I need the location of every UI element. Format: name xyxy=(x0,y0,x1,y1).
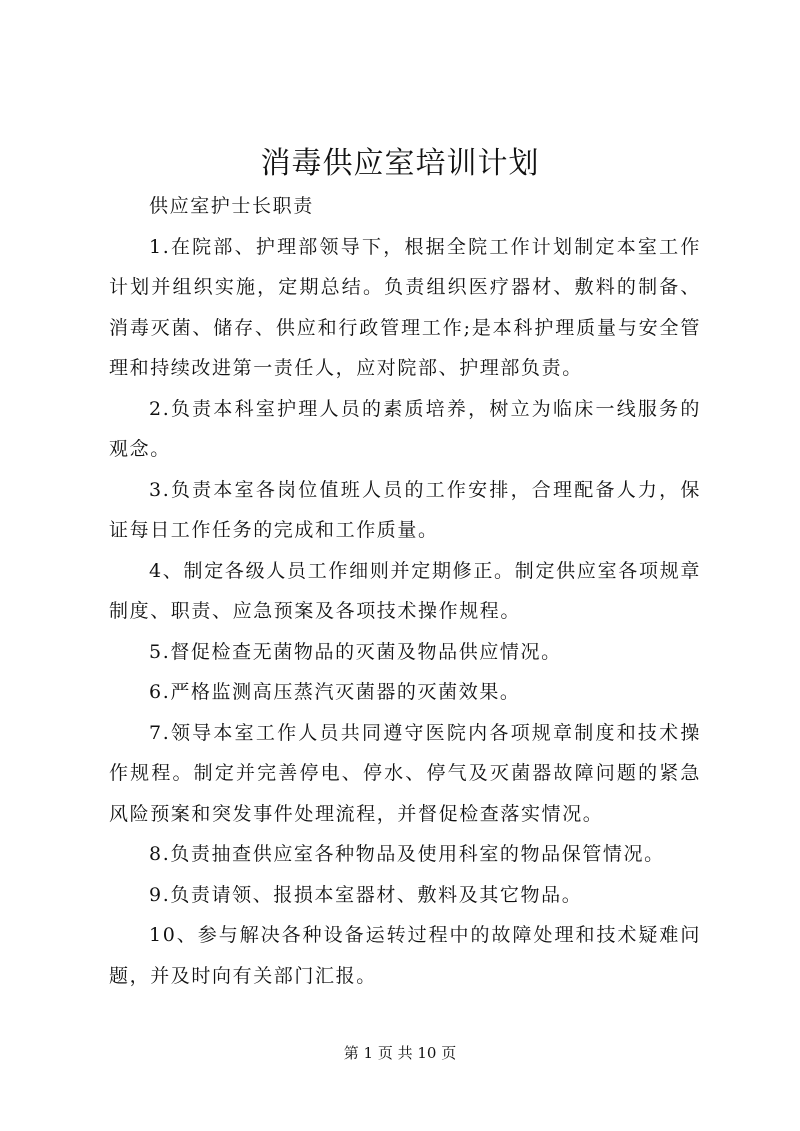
paragraph-item-5: 5.督促检查无菌物品的灭菌及物品供应情况。 xyxy=(149,640,562,663)
page-footer xyxy=(0,1043,800,1063)
document-title: 消毒供应室培训计划 xyxy=(260,146,540,181)
page-number-label: 第 1 页 共 10 页 xyxy=(343,1044,457,1062)
paragraph-item-9: 9.负责请领、报损本室器材、敷料及其它物品。 xyxy=(149,883,583,906)
paragraph-item-7: 7.领导本室工作人员共同遵守医院内各项规章制度和技术操作规程。制定并完善停电、停水、停气及灭菌器故障问题的紧急风险预案和突发事件处理流程，并督促检查落实情况。 xyxy=(109,721,701,825)
paragraph-item-1: 1.在院部、护理部领导下，根据全院工作计划制定本室工作计划并组织实施，定期总结。负责组织医疗器材、敷料的制备、消毒灭菌、储存、供应和行政管理工作;是本科护理质量与安全管理和持续改进第一责任人，应对院部、护理部负责。 xyxy=(109,235,701,379)
paragraph-item-6: 6.严格监测高压蒸汽灭菌器的灭菌效果。 xyxy=(149,681,521,703)
document-body xyxy=(109,186,701,996)
paragraph-item-8: 8.负责抽查供应室各种物品及使用科室的物品保管情况。 xyxy=(149,843,665,865)
paragraph-item-2: 2.负责本科室护理人员的素质培养，树立为临床一线服务的观念。 xyxy=(109,397,701,460)
paragraph-heading: 供应室护士长职责 xyxy=(149,195,314,217)
paragraph-item-3: 3.负责本室各岗位值班人员的工作安排，合理配备人力，保证每日工作任务的完成和工作质量。 xyxy=(109,478,701,541)
paragraph-item-4: 4、制定各级人员工作细则并定期修正。制定供应室各项规章制度、职责、应急预案及各项技术操作规程。 xyxy=(109,559,701,622)
paragraph-item-10: 10、参与解决各种设备运转过程中的故障处理和技术疑难问题，并及时向有关部门汇报。 xyxy=(109,924,701,987)
